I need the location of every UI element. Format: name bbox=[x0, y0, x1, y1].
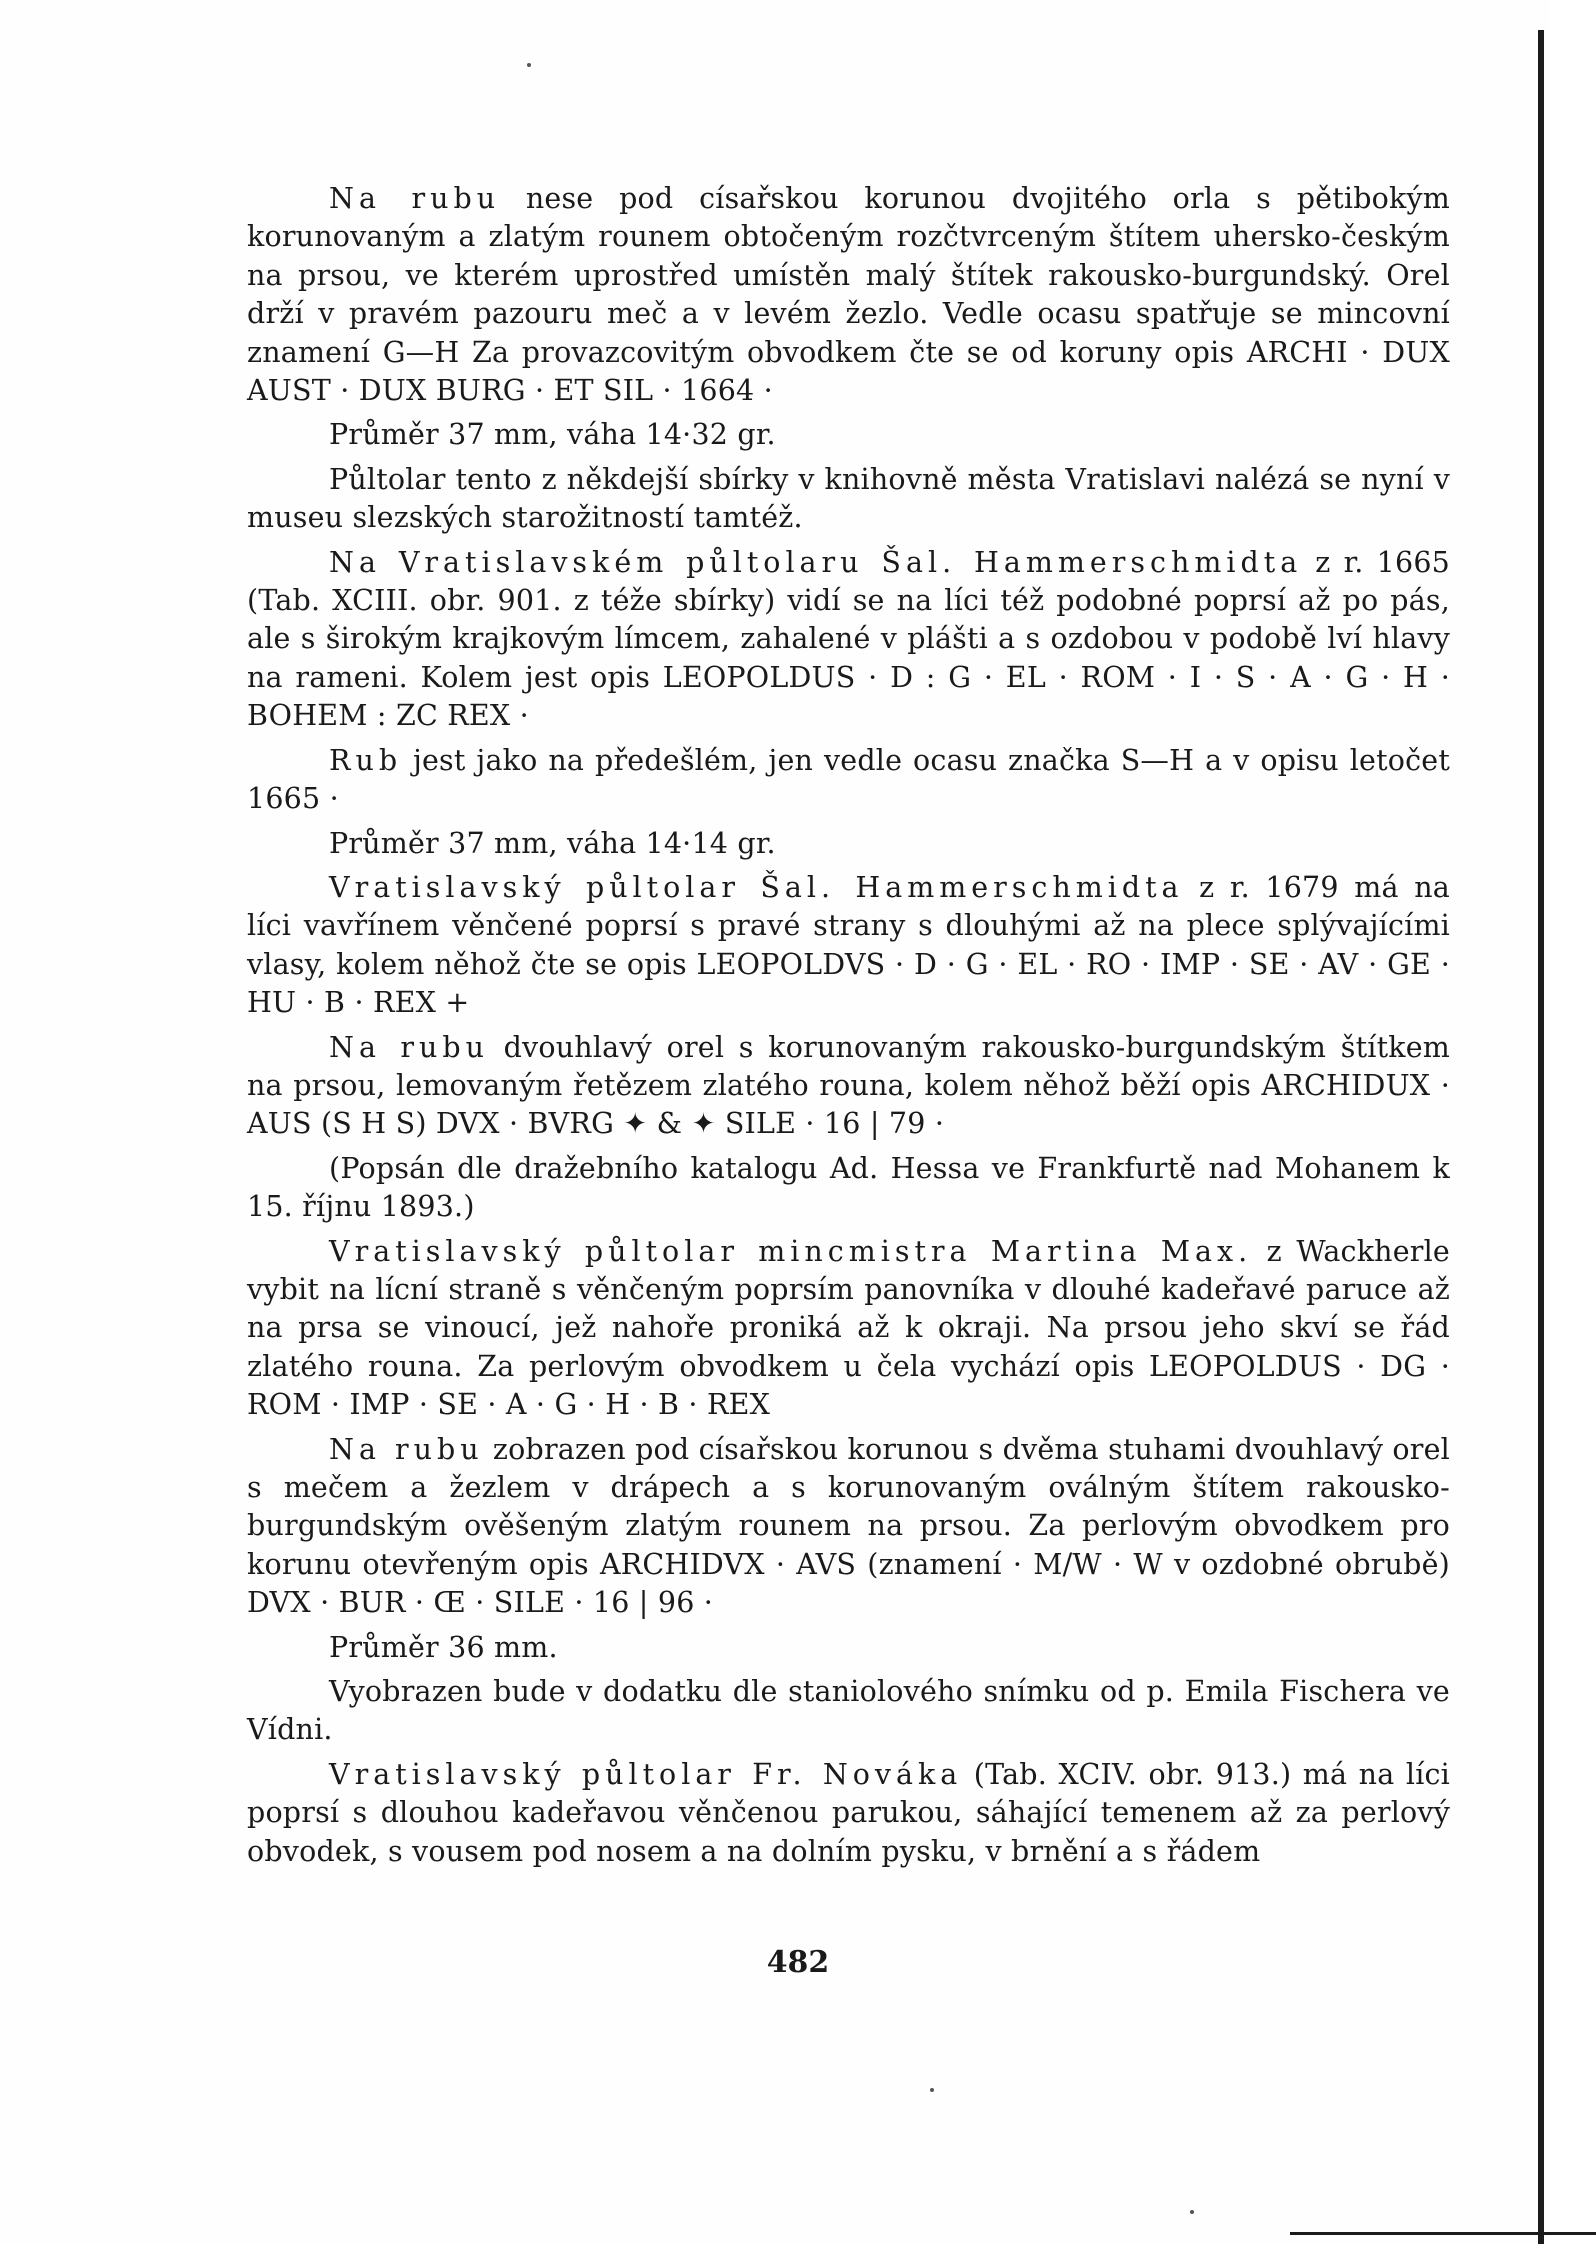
scan-margin bbox=[1550, 0, 1596, 2244]
paragraph-text: Průměr 37 mm, váha 14·32 gr. bbox=[329, 418, 776, 452]
paragraph-text: z r. 1679 má na líci vavřínem věnčené poprsí s pravé strany s dlouhými až na plece splývajícími vlasy, kolem něhož čte se opis LEOPOLDVS · D · G · EL · RO · IMP · SE · AV · GE · HU · B · REX + bbox=[247, 870, 1450, 1020]
paragraph-10 bbox=[247, 1233, 1450, 1425]
spaced-lead: Na Vratislavském půltolaru Šal. Hammerschmidta bbox=[329, 545, 1303, 579]
scan-edge-bottom bbox=[1290, 2232, 1596, 2235]
scan-speck bbox=[930, 2088, 934, 2092]
paragraph-3 bbox=[247, 461, 1450, 538]
paragraph-text: (Tab. XCIV. obr. 913.) má na líci poprsí s dlouhou kadeřavou věnčenou parukou, sáhající temenem až za perlový obvodek, s vousem pod nosem a na dolním pysku, v brnění a s řádem bbox=[247, 1757, 1450, 1868]
scan-edge-line bbox=[1538, 30, 1544, 2244]
paragraph-7 bbox=[247, 869, 1450, 1023]
paragraph-text: (Popsán dle dražebního katalogu Ad. Hessa ve Frankfurtě nad Mohanem k 15. říjnu 1893.) bbox=[247, 1151, 1450, 1224]
paragraph-9 bbox=[247, 1150, 1450, 1227]
paragraph-2 bbox=[247, 416, 1450, 454]
paragraph-14 bbox=[247, 1756, 1450, 1871]
body-text bbox=[247, 180, 1450, 1877]
paragraph-text: Průměr 37 mm, váha 14·14 gr. bbox=[329, 826, 776, 860]
page-number: 482 bbox=[766, 1945, 830, 1980]
paragraph-text: Vyobrazen bude v dodatku dle staniolového snímku od p. Emila Fischera ve Vídni. bbox=[247, 1675, 1450, 1747]
paragraph-8 bbox=[247, 1029, 1450, 1144]
spaced-lead: Na rubu bbox=[329, 182, 501, 215]
spaced-lead: Vratislavský půltolar Šal. Hammerschmidta bbox=[329, 870, 1184, 904]
paragraph-6 bbox=[247, 825, 1450, 863]
spaced-lead: Na rubu bbox=[329, 1432, 484, 1466]
scan-speck bbox=[527, 63, 531, 67]
paragraph-text: zobrazen pod císařskou korunou s dvěma stuhami dvouhlavý orel s mečem a žezlem v drápech a s korunovaným oválným štítem rakousko-burgundským ověšeným zlatým rounem na prsou. Za perlovým obvodkem pro korunu otevřeným opis ARCHIDVX · AVS (znamení · M/W · W v ozdobné obrubě) DVX · BUR · Œ · SILE · 16 | 96 · bbox=[247, 1432, 1450, 1620]
paragraph-5 bbox=[247, 742, 1450, 819]
paragraph-12 bbox=[247, 1629, 1450, 1667]
paragraph-text: jest jako na předešlém, jen vedle ocasu značka S—H a v opisu letočet 1665 · bbox=[247, 743, 1450, 816]
paragraph-text: dvouhlavý orel s korunovaným rakousko-burgundským štítkem na prsou, lemovaným řetězem zlatého rouna, kolem něhož běží opis ARCHIDUX · AUS (S H S) DVX · BVRG ✦ & ✦ SILE · 16 | 79 · bbox=[247, 1030, 1450, 1141]
paragraph-13 bbox=[247, 1673, 1450, 1750]
paragraph-text: Průměr 36 mm. bbox=[329, 1630, 558, 1664]
paragraph-text: Půltolar tento z někdejší sbírky v knihovně města Vratislavi nalézá se nyní v museu slezských starožitností tamtéž. bbox=[247, 462, 1450, 535]
spaced-lead: Vratislavský půltolar Fr. Nováka bbox=[329, 1757, 963, 1791]
paragraph-text: z r. 1665 (Tab. XCIII. obr. 901. z téže sbírky) vidí se na líci též podobné poprsí až po pás, ale s širokým krajkovým límcem, zahalené v plášti a s ozdobou v podobě lví hlavy na rameni. Kolem jest opis LEOPOLDUS · D : G · EL · ROM · I · S · A · G · H · BOHEM : ZC REX · bbox=[247, 545, 1450, 733]
paragraph-text: nese pod císařskou korunou dvojitého orla s pětibokým korunovaným a zlatým rounem obtočeným rozčtvrceným štítem uhersko-českým na prsou, ve kterém uprostřed umístěn malý štítek rakousko-burgundský. Orel drží v pravém pazouru meč a v levém žezlo. Vedle ocasu spatřuje se mincovní znamení G—H Za provazcovitým obvodkem čte se od koruny opis ARCHI · DUX AUST · DUX BURG · ET SIL · 1664 · bbox=[247, 182, 1450, 408]
paragraph-1 bbox=[247, 180, 1450, 410]
spaced-lead: Vratislavský půltolar mincmistra Martina Max. bbox=[329, 1234, 1253, 1268]
paragraph-text: z Wackherle vybit na lícní straně s věnčeným poprsím panovníka v dlouhé kadeřavé paruce až na prsa se vinoucí, jež nahoře proniká až k okraji. Na prsou jeho skví se řád zlatého rouna. Za perlovým obvodkem u čela vychází opis LEOPOLDUS · DG · ROM · IMP · SE · A · G · H · B · REX bbox=[247, 1234, 1450, 1422]
paragraph-11 bbox=[247, 1431, 1450, 1623]
spaced-lead: Na rubu bbox=[329, 1030, 489, 1064]
paragraph-4 bbox=[247, 544, 1450, 736]
spaced-lead: Rub bbox=[329, 743, 403, 777]
scan-speck bbox=[1190, 2210, 1194, 2214]
